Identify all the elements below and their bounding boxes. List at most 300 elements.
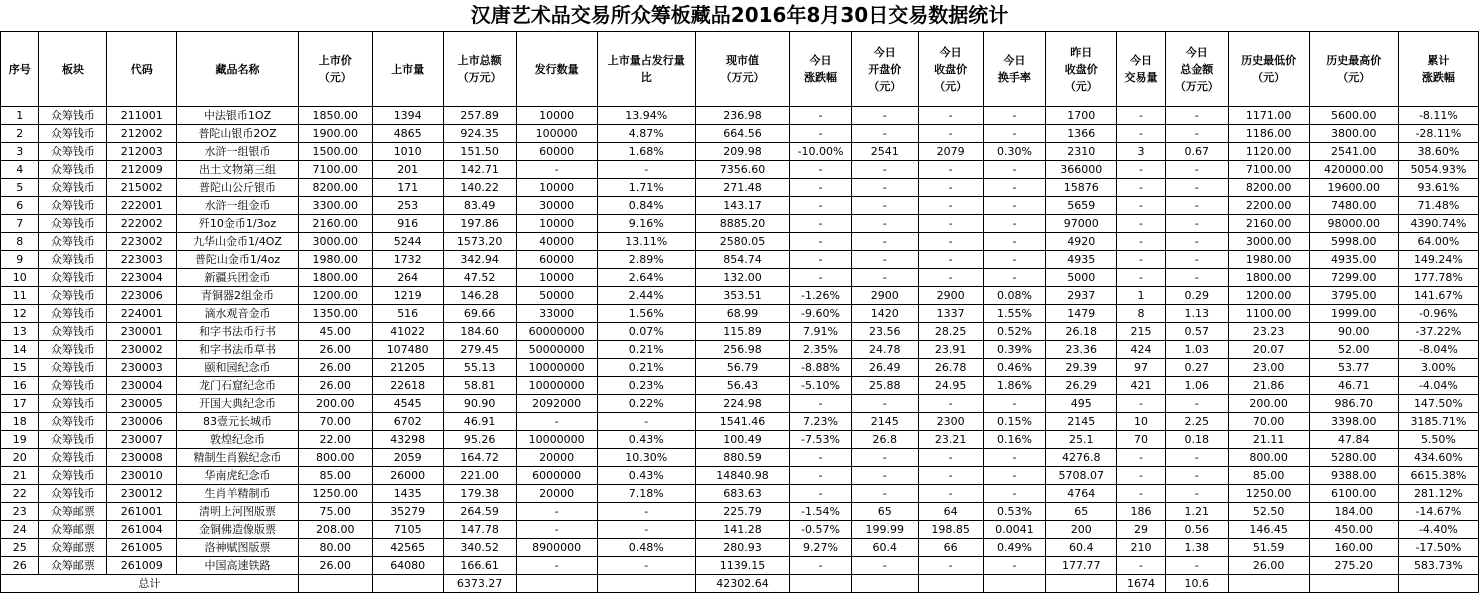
table-cell: 41022 [372, 323, 443, 341]
table-cell: - [851, 107, 918, 125]
table-cell: 龙门石窟纪念币 [177, 377, 299, 395]
table-cell: 212003 [107, 143, 177, 161]
table-cell: 29.39 [1046, 359, 1117, 377]
table-cell: 184.60 [443, 323, 516, 341]
table-cell: - [1165, 269, 1228, 287]
table-cell: 出土文物第三组 [177, 161, 299, 179]
table-cell: 15876 [1046, 179, 1117, 197]
table-cell: 九华山金币1/4OZ [177, 233, 299, 251]
table-cell: 1980.00 [1228, 251, 1309, 269]
table-cell: 33000 [516, 305, 597, 323]
table-cell: -1.54% [790, 503, 852, 521]
table-cell: 9388.00 [1309, 467, 1398, 485]
table-cell: - [918, 161, 983, 179]
table-cell: - [597, 557, 695, 575]
table-cell: 7105 [372, 521, 443, 539]
table-cell: 60000000 [516, 323, 597, 341]
table-cell: 143.17 [695, 197, 789, 215]
table-cell: 3.00% [1398, 359, 1478, 377]
table-cell: 0.15% [983, 413, 1046, 431]
table-cell: 众筹钱币 [39, 179, 107, 197]
table-cell: 142.71 [443, 161, 516, 179]
table-cell: 64080 [372, 557, 443, 575]
table-cell: 众筹钱币 [39, 197, 107, 215]
table-cell: 1250.00 [1228, 485, 1309, 503]
table-cell: 普陀山公斤银币 [177, 179, 299, 197]
table-cell: 0.07% [597, 323, 695, 341]
table-cell: 223002 [107, 233, 177, 251]
table-cell: 2160.00 [1228, 215, 1309, 233]
table-cell: 20000 [516, 449, 597, 467]
table-cell: - [851, 395, 918, 413]
table-cell: 清明上河图版票 [177, 503, 299, 521]
table-cell: 2.35% [790, 341, 852, 359]
table-cell: 66 [918, 539, 983, 557]
column-header [1165, 32, 1228, 107]
table-cell: 70.00 [298, 413, 372, 431]
table-cell: 普陀山金币1/4oz [177, 251, 299, 269]
table-cell: 47.52 [443, 269, 516, 287]
table-cell: 2.64% [597, 269, 695, 287]
table-cell: 19600.00 [1309, 179, 1398, 197]
table-cell: - [1117, 233, 1166, 251]
table-cell: 275.20 [1309, 557, 1398, 575]
table-cell: 中法银币1OZ [177, 107, 299, 125]
table-cell: 209.98 [695, 143, 789, 161]
column-header-text: （元） [934, 79, 968, 93]
table-cell: 3795.00 [1309, 287, 1398, 305]
table-cell: 236.98 [695, 107, 789, 125]
table-cell: 0.21% [597, 359, 695, 377]
table-cell: 4935.00 [1309, 251, 1398, 269]
table-cell: 225.79 [695, 503, 789, 521]
table-cell: 2145 [851, 413, 918, 431]
table-cell: 151.50 [443, 143, 516, 161]
table-cell: 98000.00 [1309, 215, 1398, 233]
table-cell: 2541 [851, 143, 918, 161]
table-cell: - [597, 413, 695, 431]
table-cell: 14840.98 [695, 467, 789, 485]
table-cell: 2160.00 [298, 215, 372, 233]
table-cell: 1980.00 [298, 251, 372, 269]
table-cell: - [918, 557, 983, 575]
column-header-text: （万元） [1174, 79, 1219, 93]
table-row [1, 503, 1479, 521]
table-cell: 开国大典纪念币 [177, 395, 299, 413]
table-cell: 1.38 [1165, 539, 1228, 557]
table-cell: 28.25 [918, 323, 983, 341]
column-header [298, 32, 372, 107]
table-cell: 5244 [372, 233, 443, 251]
column-header-text: 板块 [61, 62, 84, 76]
table-cell: 和字书法币行书 [177, 323, 299, 341]
table-cell: 7356.60 [695, 161, 789, 179]
table-cell: 271.48 [695, 179, 789, 197]
table-cell: 4 [1, 161, 39, 179]
table-cell: - [851, 269, 918, 287]
column-header-text: 序号 [8, 62, 31, 76]
table-cell: -4.04% [1398, 377, 1478, 395]
table-cell: 51.59 [1228, 539, 1309, 557]
table-cell: 1420 [851, 305, 918, 323]
table-cell: 4764 [1046, 485, 1117, 503]
column-header-text: 收盘价 [1064, 62, 1098, 76]
table-cell: - [790, 125, 852, 143]
table-cell: 2 [1, 125, 39, 143]
table-cell: 90.90 [443, 395, 516, 413]
table-cell: - [918, 233, 983, 251]
table-cell: 141.28 [695, 521, 789, 539]
table-cell: 26.8 [851, 431, 918, 449]
total-cell-empty [1046, 575, 1117, 593]
column-header-text: 今日 [1130, 54, 1153, 67]
table-cell: 3000.00 [1228, 233, 1309, 251]
table-cell: 10000 [516, 179, 597, 197]
table-cell: - [790, 395, 852, 413]
table-cell: 23.00 [1228, 359, 1309, 377]
table-cell: - [1117, 215, 1166, 233]
table-cell: - [516, 557, 597, 575]
table-cell: 7.18% [597, 485, 695, 503]
table-cell: - [918, 125, 983, 143]
table-cell: 23.21 [918, 431, 983, 449]
table-cell: 420000.00 [1309, 161, 1398, 179]
table-cell: - [790, 215, 852, 233]
table-cell: 52.00 [1309, 341, 1398, 359]
table-cell: 0.23% [597, 377, 695, 395]
table-cell: 90.00 [1309, 323, 1398, 341]
table-row [1, 215, 1479, 233]
total-listing-amount: 6373.27 [443, 575, 516, 593]
table-cell: - [1117, 485, 1166, 503]
column-header [516, 32, 597, 107]
table-cell: 140.22 [443, 179, 516, 197]
table-cell: - [790, 467, 852, 485]
table-cell: 22618 [372, 377, 443, 395]
table-cell: 24 [1, 521, 39, 539]
table-cell: 5998.00 [1309, 233, 1398, 251]
table-cell: - [983, 233, 1046, 251]
table-cell: 186 [1117, 503, 1166, 521]
table-cell: - [851, 125, 918, 143]
table-cell: 6 [1, 197, 39, 215]
table-cell: 2.25 [1165, 413, 1228, 431]
table-cell: - [790, 269, 852, 287]
table-cell: 85.00 [298, 467, 372, 485]
table-cell: 水浒一组金币 [177, 197, 299, 215]
table-cell: 3 [1117, 143, 1166, 161]
table-cell: - [851, 215, 918, 233]
table-cell: 0.43% [597, 431, 695, 449]
table-cell: 495 [1046, 395, 1117, 413]
column-header-text: 上市量占发行量 [607, 54, 685, 67]
table-cell: 26.29 [1046, 377, 1117, 395]
table-row [1, 485, 1479, 503]
column-header-text: （元） [1337, 71, 1371, 84]
table-cell: - [516, 521, 597, 539]
table-cell: 1435 [372, 485, 443, 503]
table-cell: 264.59 [443, 503, 516, 521]
table-cell: 71.48% [1398, 197, 1478, 215]
table-cell: - [1117, 161, 1166, 179]
table-cell: 60.4 [851, 539, 918, 557]
table-cell: 65 [851, 503, 918, 521]
table-cell: 5708.07 [1046, 467, 1117, 485]
table-cell: 450.00 [1309, 521, 1398, 539]
table-cell: - [983, 251, 1046, 269]
table-cell: -0.96% [1398, 305, 1478, 323]
table-cell: 21 [1, 467, 39, 485]
page-title: 汉唐艺术品交易所众筹板藏品2016年8月30日交易数据统计 [470, 3, 1009, 27]
table-cell: 众筹钱币 [39, 287, 107, 305]
table-cell: - [1117, 251, 1166, 269]
table-cell: 146.45 [1228, 521, 1309, 539]
column-header [597, 32, 695, 107]
table-cell: 众筹钱币 [39, 395, 107, 413]
table-cell: - [597, 503, 695, 521]
column-header [1117, 32, 1166, 107]
table-cell: 9.16% [597, 215, 695, 233]
table-cell: 5054.93% [1398, 161, 1478, 179]
column-header-text: （元） [1252, 71, 1286, 84]
table-cell: 26.00 [298, 359, 372, 377]
table-cell: - [983, 125, 1046, 143]
table-cell: 179.38 [443, 485, 516, 503]
table-cell: 10000 [516, 269, 597, 287]
table-row [1, 233, 1479, 251]
table-cell: 众筹钱币 [39, 107, 107, 125]
table-cell: 众筹钱币 [39, 467, 107, 485]
table-cell: - [983, 467, 1046, 485]
table-cell: 2.89% [597, 251, 695, 269]
table-cell: -28.11% [1398, 125, 1478, 143]
table-cell: 40000 [516, 233, 597, 251]
table-cell: 1999.00 [1309, 305, 1398, 323]
table-cell: 5600.00 [1309, 107, 1398, 125]
table-cell: 众筹钱币 [39, 485, 107, 503]
table-cell: 11 [1, 287, 39, 305]
table-cell: 197.86 [443, 215, 516, 233]
table-row [1, 449, 1479, 467]
table-cell: 4.87% [597, 125, 695, 143]
column-header [695, 32, 789, 107]
column-header-text: 今日 [1003, 54, 1026, 67]
table-cell: 100000 [516, 125, 597, 143]
table-row [1, 359, 1479, 377]
table-cell: 中国高速铁路 [177, 557, 299, 575]
table-cell: 13 [1, 323, 39, 341]
column-header-text: 上市价 [318, 54, 352, 67]
table-cell: 0.48% [597, 539, 695, 557]
table-cell: 69.66 [443, 305, 516, 323]
table-cell: - [790, 107, 852, 125]
table-cell: 0.43% [597, 467, 695, 485]
table-cell: 0.30% [983, 143, 1046, 161]
table-cell: -9.60% [790, 305, 852, 323]
table-cell: 1366 [1046, 125, 1117, 143]
table-cell: 201 [372, 161, 443, 179]
table-cell: 10000000 [516, 377, 597, 395]
table-cell: 93.61% [1398, 179, 1478, 197]
table-cell: 5659 [1046, 197, 1117, 215]
table-cell: - [1165, 251, 1228, 269]
table-cell: 7 [1, 215, 39, 233]
table-cell: 1200.00 [1228, 287, 1309, 305]
table-row [1, 377, 1479, 395]
table-cell: - [851, 233, 918, 251]
table-cell: 颐和园纪念币 [177, 359, 299, 377]
table-cell: 8885.20 [695, 215, 789, 233]
table-row [1, 341, 1479, 359]
table-cell: 230012 [107, 485, 177, 503]
table-header-row [1, 32, 1479, 107]
table-cell: 1479 [1046, 305, 1117, 323]
table-cell: - [918, 467, 983, 485]
table-cell: 45.00 [298, 323, 372, 341]
total-market-value: 42302.64 [695, 575, 789, 593]
total-amount: 10.6 [1165, 575, 1228, 593]
table-cell: 353.51 [695, 287, 789, 305]
table-cell: 1.13 [1165, 305, 1228, 323]
table-cell: 53.77 [1309, 359, 1398, 377]
column-header-text: 历史最低价 [1241, 54, 1297, 67]
table-cell: 1.56% [597, 305, 695, 323]
table-cell: - [1165, 197, 1228, 215]
table-cell: 4935 [1046, 251, 1117, 269]
table-cell: 1800.00 [298, 269, 372, 287]
table-row [1, 305, 1479, 323]
table-cell: 58.81 [443, 377, 516, 395]
trading-data-table [0, 31, 1479, 593]
table-cell: 1700 [1046, 107, 1117, 125]
table-cell: 50000000 [516, 341, 597, 359]
table-cell: - [1165, 107, 1228, 125]
table-cell: 26.18 [1046, 323, 1117, 341]
table-cell: 1337 [918, 305, 983, 323]
table-cell: 0.08% [983, 287, 1046, 305]
table-cell: - [918, 449, 983, 467]
table-cell: 230003 [107, 359, 177, 377]
column-header-text: 藏品名称 [215, 62, 260, 76]
table-cell: 26.00 [298, 377, 372, 395]
table-cell: -7.53% [790, 431, 852, 449]
table-cell: - [790, 233, 852, 251]
table-cell: 7100.00 [298, 161, 372, 179]
table-cell: 3800.00 [1309, 125, 1398, 143]
column-header-text: 累计 [1427, 54, 1450, 67]
table-cell: 22.00 [298, 431, 372, 449]
table-cell: 21.86 [1228, 377, 1309, 395]
table-cell: 5280.00 [1309, 449, 1398, 467]
table-cell: - [516, 161, 597, 179]
table-cell: 60.4 [1046, 539, 1117, 557]
table-cell: 水浒一组银币 [177, 143, 299, 161]
table-cell: 1139.15 [695, 557, 789, 575]
table-cell: 230002 [107, 341, 177, 359]
table-cell: - [1117, 395, 1166, 413]
table-cell: 10000000 [516, 431, 597, 449]
table-cell: 60000 [516, 251, 597, 269]
table-cell: 230007 [107, 431, 177, 449]
table-cell: 3185.71% [1398, 413, 1478, 431]
table-cell: 2.44% [597, 287, 695, 305]
table-cell: 257.89 [443, 107, 516, 125]
table-cell: 26.00 [1228, 557, 1309, 575]
table-cell: 1850.00 [298, 107, 372, 125]
table-cell: -37.22% [1398, 323, 1478, 341]
table-cell: - [851, 251, 918, 269]
table-cell: 800.00 [1228, 449, 1309, 467]
column-header-text: 涨跌幅 [803, 71, 837, 84]
table-body [1, 107, 1479, 575]
table-cell: 15 [1, 359, 39, 377]
table-cell: 4276.8 [1046, 449, 1117, 467]
table-cell: 24.78 [851, 341, 918, 359]
column-header [790, 32, 852, 107]
table-cell: 13.11% [597, 233, 695, 251]
table-cell: 342.94 [443, 251, 516, 269]
table-cell: 0.57 [1165, 323, 1228, 341]
table-cell: 19 [1, 431, 39, 449]
table-cell: 683.63 [695, 485, 789, 503]
table-cell: 滴水观音金币 [177, 305, 299, 323]
table-cell: 8200.00 [1228, 179, 1309, 197]
table-cell: - [851, 197, 918, 215]
table-cell: - [1165, 557, 1228, 575]
column-header-text: （元） [318, 71, 352, 84]
table-cell: 6100.00 [1309, 485, 1398, 503]
table-cell: - [790, 161, 852, 179]
column-header [1046, 32, 1117, 107]
table-cell: 1.86% [983, 377, 1046, 395]
table-cell: 1573.20 [443, 233, 516, 251]
table-cell: 230006 [107, 413, 177, 431]
table-cell: 924.35 [443, 125, 516, 143]
table-cell: 146.28 [443, 287, 516, 305]
table-cell: 1171.00 [1228, 107, 1309, 125]
table-cell: - [983, 485, 1046, 503]
column-header-text: 上市量 [391, 62, 425, 76]
table-cell: 256.98 [695, 341, 789, 359]
table-cell: 60000 [516, 143, 597, 161]
column-header-text: 今日 [809, 54, 832, 67]
table-cell: - [1165, 161, 1228, 179]
column-header [177, 32, 299, 107]
total-cell-empty [1228, 575, 1309, 593]
table-cell: -8.88% [790, 359, 852, 377]
table-cell: 280.93 [695, 539, 789, 557]
table-cell: 1350.00 [298, 305, 372, 323]
table-cell: 261004 [107, 521, 177, 539]
table-cell: 精制生肖猴纪念币 [177, 449, 299, 467]
table-cell: 金铜佛造像版票 [177, 521, 299, 539]
table-cell: 众筹钱币 [39, 269, 107, 287]
table-cell: 23.23 [1228, 323, 1309, 341]
table-cell: 1120.00 [1228, 143, 1309, 161]
table-cell: - [983, 161, 1046, 179]
table-cell: 107480 [372, 341, 443, 359]
table-cell: 42565 [372, 539, 443, 557]
table-cell: - [983, 107, 1046, 125]
table-cell: 7100.00 [1228, 161, 1309, 179]
table-cell: 281.12% [1398, 485, 1478, 503]
table-cell: 1900.00 [298, 125, 372, 143]
table-row [1, 395, 1479, 413]
table-cell: 854.74 [695, 251, 789, 269]
table-cell: 1394 [372, 107, 443, 125]
table-cell: - [790, 251, 852, 269]
table-cell: 10000 [516, 215, 597, 233]
